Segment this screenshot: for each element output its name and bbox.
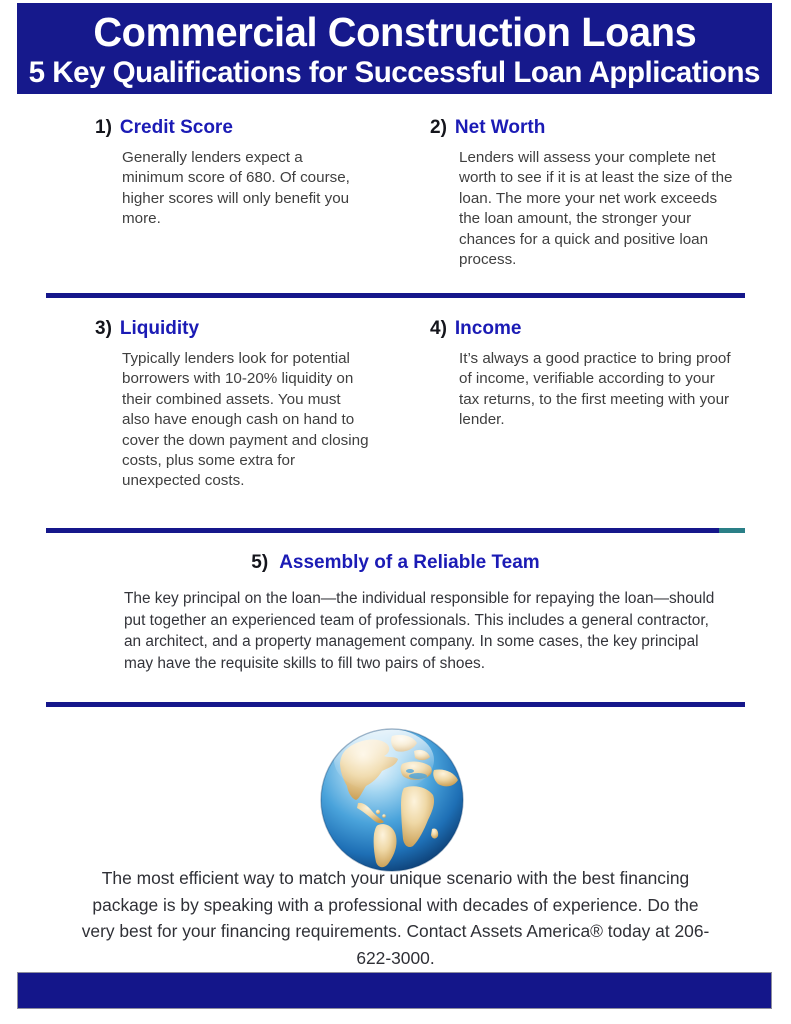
item-body: The key principal on the loan—the individual responsible for repaying the loan—should put together an experienced team of professionals. This includes a general contractor, an architect, and a property management company. In some cases, the key principal may have the requisite skills to fill two pairs of shoes.	[124, 590, 715, 672]
qualification-item-2	[430, 117, 733, 270]
section-divider-3	[46, 702, 745, 707]
section-divider-1	[46, 293, 745, 298]
divider-teal-accent	[719, 528, 745, 533]
page-subtitle: 5 Key Qualifications for Successful Loan Applications	[28, 55, 761, 89]
footer-call-to-action: The most efficient way to match your unique scenario with the best financing package is by speaking with a professional with decades of experience. Do the very best for your financing requirements. Contact Assets America® today at 206-622-3000.	[81, 868, 710, 968]
item-number: 1)	[95, 117, 112, 138]
item-title: Income	[454, 318, 522, 339]
item-body: Typically lenders look for potential borrowers with 10-20% liquidity on their combined assets. You must also have enough cash on hand to cover the down payment and closing costs, plus some extra for unexpected costs.	[122, 350, 369, 490]
section-divider-2	[46, 528, 745, 533]
qualification-item-1	[95, 117, 355, 230]
qualification-item-5	[46, 552, 745, 674]
header-banner	[17, 3, 772, 94]
item-body: It’s always a good practice to bring proof of income, verifiable according to your tax returns, to the first meeting with your lender.	[459, 350, 731, 429]
item-number: 5)	[251, 552, 269, 573]
qualification-heading	[430, 318, 730, 340]
item-number: 4)	[430, 318, 447, 339]
item-body: Generally lenders expect a minimum score of 680. Of course, higher scores will only benefit you more.	[122, 149, 350, 228]
item-title: Assembly of a Reliable Team	[279, 552, 540, 573]
qualification-heading	[430, 117, 730, 139]
bottom-bar	[17, 972, 772, 1009]
item-body: Lenders will assess your complete net worth to see if it is at least the size of the loan. The more your net work exceeds the loan amount, the stronger your chances for a quick and positive loan process.	[459, 149, 733, 269]
qualification-item-3	[95, 318, 375, 492]
item-number: 3)	[95, 318, 112, 339]
item-title: Credit Score	[119, 117, 233, 138]
page-title: Commercial Construction Loans	[92, 8, 697, 55]
item-title: Liquidity	[119, 318, 200, 339]
qualification-heading	[95, 318, 375, 340]
qualification-heading	[46, 552, 745, 574]
qualification-heading	[95, 117, 355, 139]
item-number: 2)	[430, 117, 447, 138]
item-title: Net Worth	[454, 117, 546, 138]
qualification-item-4	[430, 318, 730, 431]
